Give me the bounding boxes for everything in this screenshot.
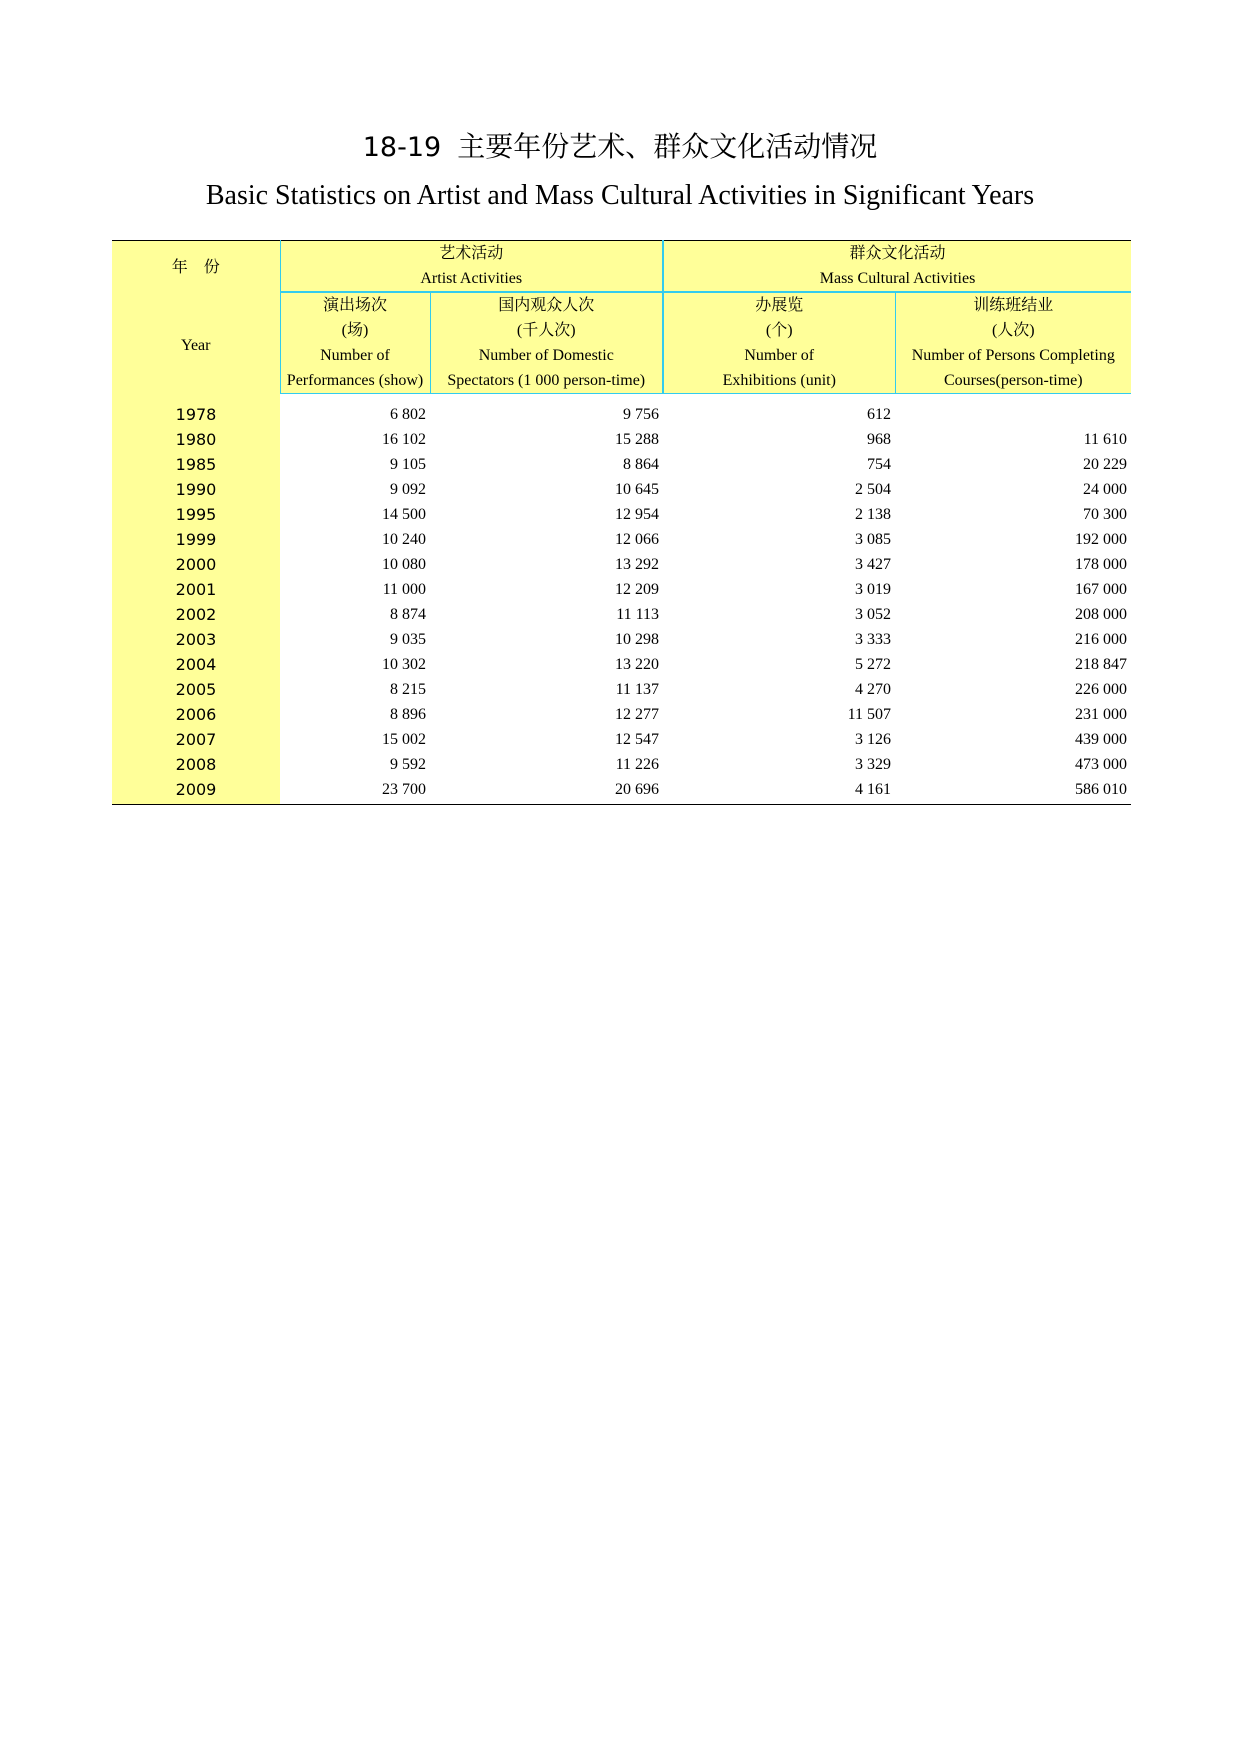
statistics-table-wrapper (112, 240, 1131, 805)
spectators-cell: 12 547 (615, 731, 660, 748)
year-cell: 2009 (112, 777, 280, 805)
spectators-cell: 8 864 (623, 456, 660, 473)
performances-cell: 8 874 (390, 606, 426, 623)
col-courses-en1: Number of Persons Completing (895, 343, 1131, 368)
year-cell: 1985 (112, 452, 280, 477)
courses-cell: 439 000 (1075, 731, 1128, 748)
table-row (112, 577, 1131, 602)
spectators-cell: 13 292 (615, 556, 660, 573)
spectators-cell: 12 066 (615, 531, 660, 548)
year-cell: 2003 (112, 627, 280, 652)
mass-group-header-cn: 群众文化活动 (663, 241, 1131, 267)
courses-cell: 226 000 (1075, 681, 1128, 698)
year-cell: 1980 (112, 427, 280, 452)
courses-cell: 473 000 (1075, 756, 1128, 773)
year-cell: 2004 (112, 652, 280, 677)
exhibitions-cell: 2 504 (855, 481, 892, 498)
col-performances-en1: Number of (280, 343, 430, 368)
col-courses-unit: (人次) (895, 318, 1131, 343)
title-cn-text: 主要年份艺术、群众文化活动情况 (457, 132, 878, 163)
year-cell: 2007 (112, 727, 280, 752)
title-english: Basic Statistics on Artist and Mass Cultural Activities in Significant Years (205, 180, 1035, 211)
spectators-cell: 9 756 (623, 406, 660, 423)
body-spacer (112, 394, 1131, 403)
exhibitions-cell: 968 (867, 431, 892, 448)
year-cell: 2000 (112, 552, 280, 577)
table-number: 18-19 (362, 132, 442, 163)
year-cell: 1999 (112, 527, 280, 552)
col-exhibitions-en2: Exhibitions (unit) (663, 368, 895, 394)
table-row (112, 727, 1131, 752)
table-row (112, 527, 1131, 552)
courses-cell: 231 000 (1075, 706, 1128, 723)
artist-group-header-cn: 艺术活动 (280, 241, 663, 267)
year-cell: 1990 (112, 477, 280, 502)
courses-cell (895, 402, 1131, 427)
exhibitions-cell: 5 272 (855, 656, 892, 673)
courses-cell: 11 610 (1083, 431, 1128, 448)
col-spectators-cn: 国内观众人次 (430, 292, 663, 318)
spectators-cell: 11 226 (615, 756, 660, 773)
spectators-cell: 11 113 (616, 606, 660, 623)
courses-cell: 70 300 (1083, 506, 1128, 523)
table-row (112, 752, 1131, 777)
spectators-cell: 12 277 (615, 706, 660, 723)
col-performances-cn: 演出场次 (280, 292, 430, 318)
table-row (112, 477, 1131, 502)
performances-cell: 11 000 (382, 581, 426, 598)
exhibitions-cell: 2 138 (855, 506, 892, 523)
exhibitions-cell: 754 (867, 456, 892, 473)
performances-cell: 9 035 (390, 631, 426, 648)
year-cell: 2002 (112, 602, 280, 627)
performances-cell: 10 302 (382, 656, 426, 673)
spectators-cell: 10 298 (615, 631, 660, 648)
performances-cell: 10 240 (382, 531, 426, 548)
exhibitions-cell: 3 427 (855, 556, 892, 573)
courses-cell: 167 000 (1075, 581, 1128, 598)
col-performances-en2: Performances (show) (280, 368, 430, 394)
statistics-table (112, 240, 1131, 805)
col-performances-unit: (场) (280, 318, 430, 343)
col-courses-cn: 训练班结业 (895, 292, 1131, 318)
spectators-cell: 12 954 (615, 506, 660, 523)
table-row (112, 602, 1131, 627)
year-cell: 2008 (112, 752, 280, 777)
performances-cell: 23 700 (280, 777, 430, 805)
performances-cell: 15 002 (382, 731, 426, 748)
table-row (112, 677, 1131, 702)
year-cell: 2006 (112, 702, 280, 727)
table-row (112, 427, 1131, 452)
year-cell: 1995 (112, 502, 280, 527)
col-exhibitions-unit: (个) (663, 318, 895, 343)
table-body (112, 394, 1131, 805)
performances-cell: 9 592 (390, 756, 426, 773)
courses-cell: 24 000 (1083, 481, 1128, 498)
courses-cell: 586 010 (895, 777, 1131, 805)
performances-cell: 6 802 (390, 406, 426, 423)
table-row (112, 502, 1131, 527)
performances-cell: 8 215 (390, 681, 426, 698)
performances-cell: 14 500 (382, 506, 426, 523)
col-exhibitions-cn: 办展览 (663, 292, 895, 318)
performances-cell: 9 105 (390, 456, 426, 473)
spectators-cell: 20 696 (430, 777, 663, 805)
artist-group-header-en: Artist Activities (280, 266, 663, 292)
col-courses-en2: Courses(person-time) (895, 368, 1131, 394)
spectators-cell: 13 220 (615, 656, 660, 673)
col-spectators-unit: (千人次) (430, 318, 663, 343)
courses-cell: 192 000 (1075, 531, 1128, 548)
exhibitions-cell: 3 019 (855, 581, 892, 598)
year-cell: 2005 (112, 677, 280, 702)
exhibitions-cell: 4 161 (663, 777, 895, 805)
col-spectators-en2: Spectators (1 000 person-time) (430, 368, 663, 394)
table-row (112, 702, 1131, 727)
year-header-cn: 年 份 (171, 259, 220, 276)
year-cell: 1978 (112, 402, 280, 427)
exhibitions-cell: 11 507 (847, 706, 892, 723)
exhibitions-cell: 612 (867, 406, 892, 423)
courses-cell: 178 000 (1075, 556, 1128, 573)
col-spectators-en1: Number of Domestic (430, 343, 663, 368)
year-cell: 2001 (112, 577, 280, 602)
performances-cell: 8 896 (390, 706, 426, 723)
courses-cell: 208 000 (1075, 606, 1128, 623)
year-header-en: Year (181, 337, 211, 354)
table-row (112, 777, 1131, 805)
exhibitions-cell: 3 052 (855, 606, 892, 623)
spectators-cell: 15 288 (615, 431, 660, 448)
performances-cell: 10 080 (382, 556, 426, 573)
performances-cell: 16 102 (382, 431, 426, 448)
exhibitions-cell: 3 329 (855, 756, 892, 773)
exhibitions-cell: 3 085 (855, 531, 892, 548)
exhibitions-cell: 3 126 (855, 731, 892, 748)
table-row (112, 652, 1131, 677)
courses-cell: 20 229 (1083, 456, 1128, 473)
mass-group-header-en: Mass Cultural Activities (663, 266, 1131, 292)
year-column-header (112, 241, 280, 394)
courses-cell: 218 847 (1075, 656, 1128, 673)
table-row (112, 452, 1131, 477)
table-header (112, 241, 1131, 394)
title-chinese (0, 128, 1240, 168)
table-title (0, 128, 1240, 216)
spectators-cell: 12 209 (615, 581, 660, 598)
spectators-cell: 11 137 (615, 681, 660, 698)
table-row (112, 402, 1131, 427)
exhibitions-cell: 4 270 (855, 681, 892, 698)
performances-cell: 9 092 (390, 481, 426, 498)
exhibitions-cell: 3 333 (855, 631, 892, 648)
table-row (112, 627, 1131, 652)
courses-cell: 216 000 (1075, 631, 1128, 648)
col-exhibitions-en1: Number of (663, 343, 895, 368)
table-row (112, 552, 1131, 577)
spectators-cell: 10 645 (615, 481, 660, 498)
